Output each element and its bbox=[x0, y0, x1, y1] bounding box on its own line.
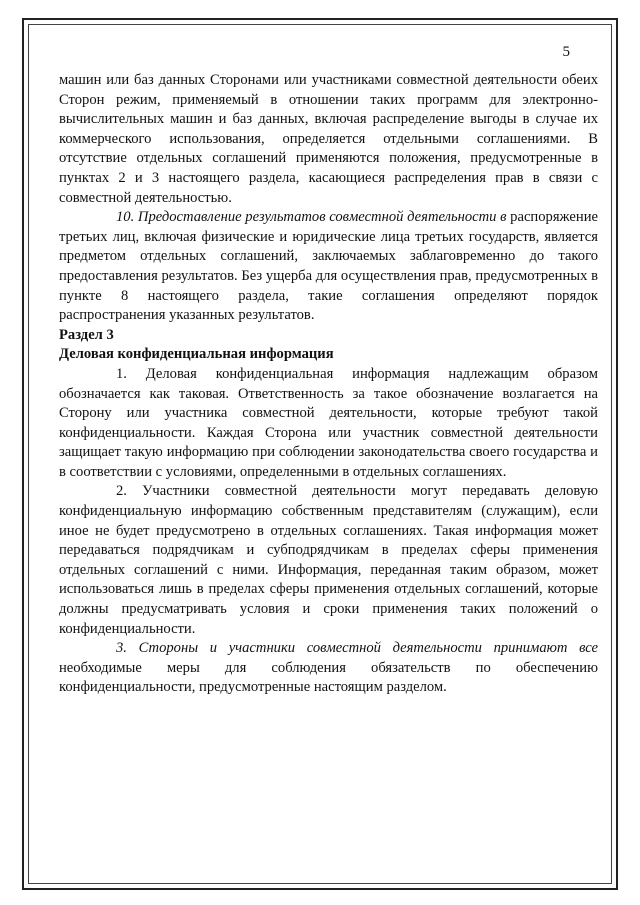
document-body bbox=[59, 71, 598, 698]
paragraph-3-italic: 3. Стороны и участники совместной деятельности принимают все bbox=[116, 640, 598, 657]
paragraph-3 bbox=[59, 639, 598, 698]
paragraph-continued: машин или баз данных Сторонами или участниками совместной деятельности обеих Сторон режим, применяемый в отношении таких программ для электронно-вычислительных машин и баз данных, включая распределение выгоды в случае их коммерческого использования, определяется отдельными соглашениями. В отсутствие отдельных соглашений применяются положения, предусмотренные в пунктах 2 и 3 настоящего раздела, касающиеся распределения прав в связи с совместной деятельностью. bbox=[59, 72, 598, 206]
section-title: Деловая конфиденциальная информация bbox=[59, 346, 334, 363]
paragraph-2: 2. Участники совместной деятельности могут передавать деловую конфиденциальную информацию собственным представителям (служащим), если иное не будет предусмотрено в отдельных соглашениях. Такая информация может передаваться подрядчикам и субподрядчикам в пределах сферы применения отдельных соглашений с ними. Информация, переданная таким образом, может использоваться лишь в пределах сферы применения отдельных соглашений, которые должны предусматривать условия и сроки применения таких положений о конфиденциальности. bbox=[59, 483, 598, 637]
paragraph-10-italic: 10. Предоставление результатов совместной деятельности в bbox=[116, 209, 507, 226]
page-number: 5 bbox=[562, 44, 570, 60]
paragraph-10 bbox=[59, 208, 598, 326]
section-number: Раздел 3 bbox=[59, 326, 114, 343]
paragraph-3-text: необходимые меры для соблюдения обязательств по обеспечению конфиденциальности, предусмотренные настоящим разделом. bbox=[59, 659, 598, 696]
paragraph-1: 1. Деловая конфиденциальная информация надлежащим образом обозначается как таковая. Ответственность за такое обозначение возлагается на Сторону или участника совместной деятельности, которые требуют такой конфиденциальности. Каждая Сторона или участник совместной деятельности защищает такую информацию при соблюдении законодательства своего государства и в соответствии с условиями, определенными в отдельных соглашениях. bbox=[59, 365, 598, 480]
paragraph-10-text: распоряжение третьих лиц, включая физические и юридические лица третьих государств, является предметом отдельных соглашений, заключаемых заблаговременно до такого предоставления результатов. Без ущерба для осуществления прав, предусмотренных в пункте 8 настоящего раздела, такие соглашения определяют порядок распространения указанных результатов. bbox=[59, 209, 599, 324]
